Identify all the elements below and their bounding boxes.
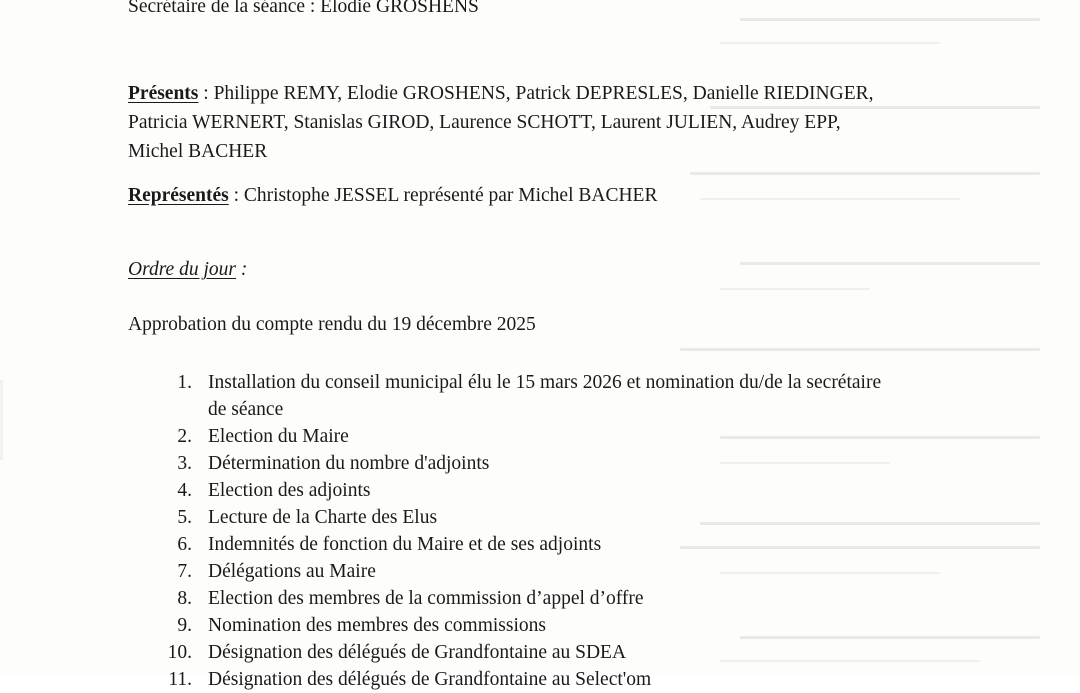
agenda-item-text: Détermination du nombre d'adjoints [208,453,490,474]
bleed-mark [740,18,1040,21]
represented-label: Représentés [128,185,229,206]
agenda-item [128,612,968,639]
agenda-item-text: Election du Maire [208,426,349,447]
presents-line-1 [128,81,874,107]
bleed-mark [720,288,870,290]
agenda-item-number: 3. [177,453,192,474]
agenda-item [128,639,968,666]
agenda-item [128,477,968,504]
agenda-item-text-main: Installation du conseil municipal élu le 15 mars 2026 et nomination du/de la secrétaire [208,372,882,393]
agenda-item-number: 6. [177,534,192,555]
represented-line [128,183,657,209]
agenda-item-number: 2. [177,426,192,447]
agenda-item-text: Election des adjoints [208,480,371,501]
agenda-item-text: Election des membres de la commission d’appel d’offre [208,588,644,609]
approval-line: Approbation du compte rendu du 19 décembre 2025 [128,314,536,335]
agenda-item [128,423,968,450]
bleed-mark [700,198,960,200]
agenda-item-number: 10. [167,642,192,663]
scan-edge-shadow [0,380,3,460]
presents-label: Présents [128,83,199,104]
agenda-item [128,666,968,693]
agenda-item-number: 5. [177,507,192,528]
agenda-item-text: Désignation des délégués de Grandfontaine au Select'om [208,669,652,690]
agenda-item-number: 1. [177,372,192,393]
agenda-heading: Ordre du jour [128,259,236,280]
agenda-item [128,504,968,531]
presents-names-1: Philippe REMY, Elodie GROSHENS, Patrick DEPRESLES, Danielle RIEDINGER, [213,83,874,104]
presents-line-2: Patricia WERNERT, Stanislas GIROD, Laurence SCHOTT, Laurent JULIEN, Audrey EPP, [128,112,841,133]
agenda-item-number: 9. [177,615,192,636]
agenda-item [128,450,968,477]
agenda-item-text [193,369,968,423]
secretary-line: Secrétaire de la séance : Elodie GROSHENS [128,0,479,17]
presents-line-3: Michel BACHER [128,141,268,162]
agenda-item-number: 8. [177,588,192,609]
represented-separator: : [228,185,244,206]
agenda-item-number: 11. [168,669,192,690]
agenda-heading-suffix: : [235,259,248,280]
agenda-item [128,531,968,558]
agenda-heading-line [128,257,247,283]
agenda-item-text: Délégations au Maire [208,561,376,582]
bleed-mark [720,42,940,44]
agenda-item-text: Désignation des délégués de Grandfontaine au SDEA [208,642,627,663]
agenda-item-number: 4. [177,480,192,501]
presents-separator: : [198,83,214,104]
agenda-item [128,369,968,423]
bleed-mark [740,262,1040,265]
agenda-item-text-cont: de séance [208,399,284,420]
agenda-list [128,369,968,693]
bleed-mark [690,172,1040,175]
represented-text: Christophe JESSEL représenté par Michel BACHER [243,185,658,206]
bleed-mark [680,348,1040,351]
agenda-item-number: 7. [177,561,192,582]
agenda-item-text: Indemnités de fonction du Maire et de ses adjoints [208,534,602,555]
agenda-item-text: Nomination des membres des commissions [208,615,546,636]
agenda-item-text: Lecture de la Charte des Elus [208,507,438,528]
agenda-item [128,558,968,585]
agenda-item [128,585,968,612]
